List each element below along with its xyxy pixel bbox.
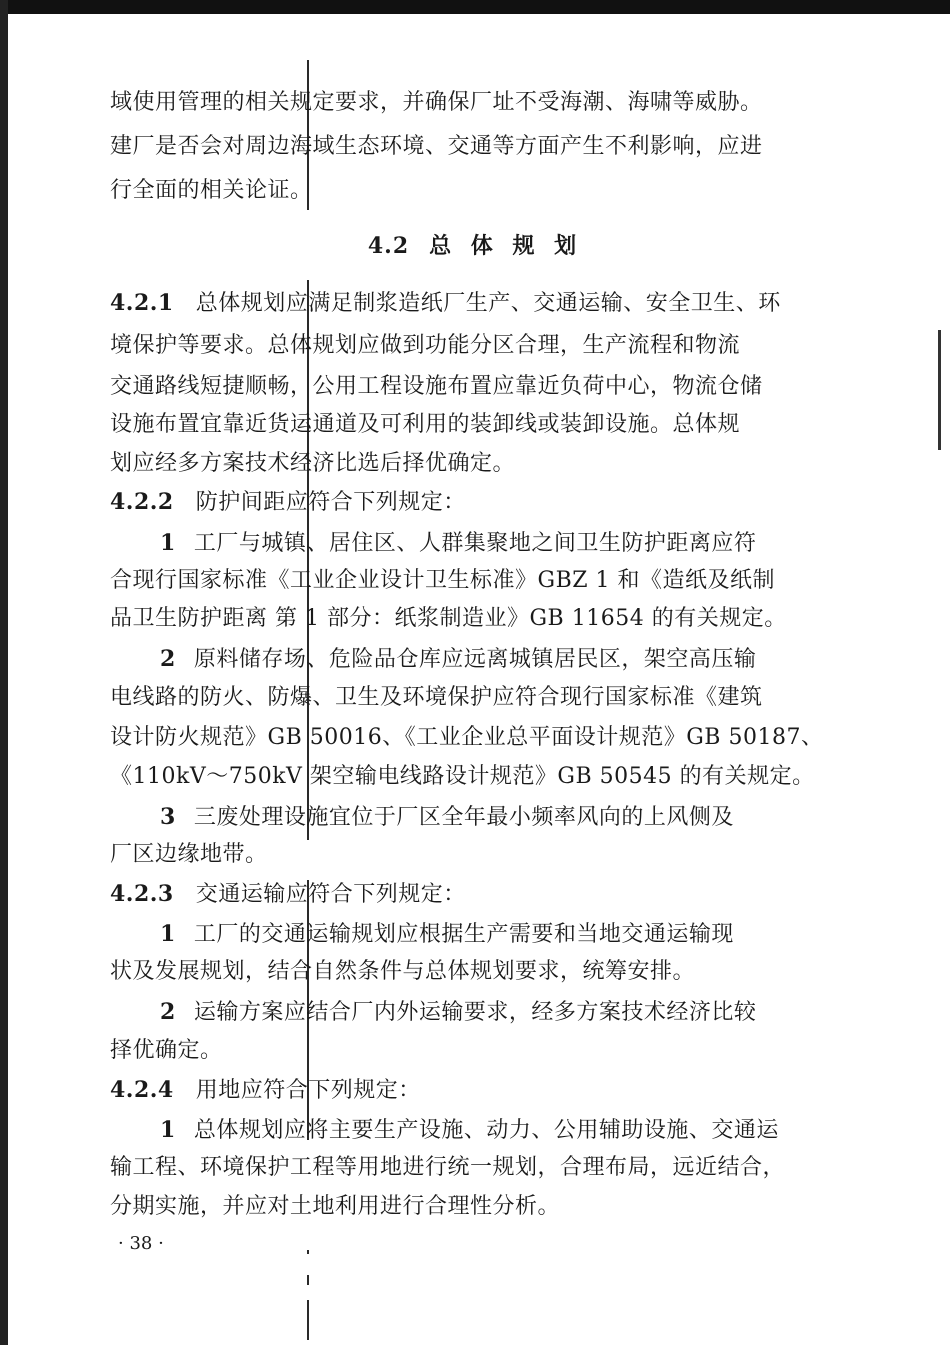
item-text: 运输方案应结合厂内外运输要求，经多方案技术经济比较	[193, 1000, 757, 1025]
item-text: 分期实施，并应对土地利用进行合理性分析。	[110, 1194, 561, 1219]
list-item	[160, 643, 840, 676]
binding-fold-line	[307, 1250, 309, 1254]
item-number: 2	[160, 999, 176, 1025]
item-number: 2	[160, 646, 176, 672]
section-heading	[0, 230, 950, 262]
scan-border-top	[0, 0, 950, 14]
clause-4-2-2	[110, 486, 840, 519]
section-title: 总 体 规 划	[429, 233, 583, 259]
clause-number: 4.2.2	[110, 489, 174, 515]
item-text: 设计防火规范》GB 50016、《工业企业总平面设计规范》GB 50187、	[110, 725, 824, 750]
item-text: 工厂的交通运输规划应根据生产需要和当地交通运输现	[193, 922, 734, 947]
paragraph-line: 建厂是否会对周边海域生态环境、交通等方面产生不利影响，应进	[110, 134, 763, 159]
clause-4-2-3	[110, 878, 840, 911]
item-text: 三废处理设施宜位于厂区全年最小频率风向的上风侧及	[193, 805, 734, 830]
scan-border-left	[0, 0, 8, 1345]
item-text: 工厂与城镇、居住区、人群集聚地之间卫生防护距离应符	[193, 531, 757, 556]
clause-number: 4.2.1	[110, 290, 174, 316]
clause-text: 设施布置宜靠近货运通道及可利用的装卸线或装卸设施。总体规	[110, 412, 741, 437]
item-number: 3	[160, 804, 176, 830]
item-number: 1	[160, 530, 176, 556]
list-item	[160, 996, 840, 1029]
paragraph-line: 域使用管理的相关规定要求，并确保厂址不受海潮、海啸等威胁。	[110, 90, 763, 115]
section-number: 4.2	[367, 233, 410, 259]
item-text: 品卫生防护距离 第 1 部分：纸浆制造业》GB 11654 的有关规定。	[110, 606, 787, 631]
clause-intro: 用地应符合下列规定：	[195, 1078, 421, 1103]
paragraph-line: 行全面的相关论证。	[110, 178, 313, 203]
clause-intro: 防护间距应符合下列规定：	[195, 490, 466, 515]
item-text: 电线路的防火、防爆、卫生及环境保护应符合现行国家标准《建筑	[110, 685, 763, 710]
list-item	[160, 801, 840, 834]
clause-number: 4.2.3	[110, 881, 174, 907]
item-text: 《110kV～750kV 架空输电线路设计规范》GB 50545 的有关规定。	[110, 764, 815, 789]
item-text: 择优确定。	[110, 1038, 223, 1063]
page-number: · 38 ·	[118, 1233, 164, 1254]
binding-fold-line	[307, 1300, 309, 1340]
item-number: 1	[160, 921, 176, 947]
binding-fold-line	[307, 280, 309, 840]
clause-intro: 交通运输应符合下列规定：	[195, 882, 466, 907]
clause-number: 4.2.4	[110, 1077, 174, 1103]
clause-text: 划应经多方案技术经济比选后择优确定。	[110, 451, 516, 476]
item-text: 原料储存场、危险品仓库应远离城镇居民区，架空高压输	[193, 647, 757, 672]
clause-text: 境保护等要求。总体规划应做到功能分区合理，生产流程和物流	[110, 333, 741, 358]
item-text: 总体规划应将主要生产设施、动力、公用辅助设施、交通运	[193, 1118, 779, 1143]
clause-text: 总体规划应满足制浆造纸厂生产、交通运输、安全卫生、环	[195, 291, 781, 316]
item-text: 厂区边缘地带。	[110, 842, 268, 867]
list-item	[160, 527, 840, 560]
item-number: 1	[160, 1117, 176, 1143]
list-item	[160, 918, 840, 951]
binding-fold-line	[307, 1275, 309, 1285]
clause-4-2-4	[110, 1074, 840, 1107]
list-item	[160, 1114, 840, 1147]
clause-4-2-1	[110, 287, 840, 320]
item-text: 状及发展规划，结合自然条件与总体规划要求，统筹安排。	[110, 959, 696, 984]
scan-mark-right	[938, 330, 941, 450]
item-text: 输工程、环境保护工程等用地进行统一规划，合理布局，远近结合，	[110, 1155, 786, 1180]
clause-text: 交通路线短捷顺畅，公用工程设施布置应靠近负荷中心，物流仓储	[110, 374, 763, 399]
item-text: 合现行国家标准《工业企业设计卫生标准》GBZ 1 和《造纸及纸制	[110, 568, 776, 593]
